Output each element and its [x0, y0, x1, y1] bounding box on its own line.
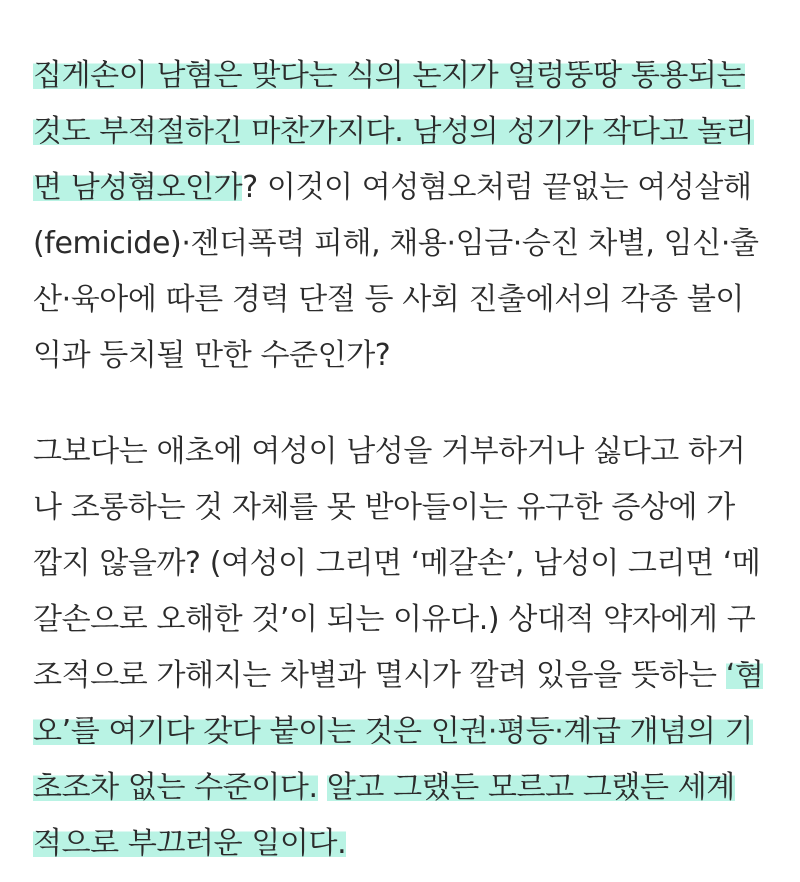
paragraph-1-line-3 [33, 160, 752, 216]
highlighted-text: ‘혐 [725, 658, 764, 693]
highlighted-text: 적으로 부끄러운 일이다. [33, 826, 347, 861]
paragraph-1-line-6: 익과 등치될 만한 수준인가? [33, 338, 391, 373]
paragraph-2-line-7 [33, 760, 735, 816]
paragraph-2-line-1: 그보다는 애초에 여성이 남성을 거부하거나 싫다고 하거 [33, 434, 746, 469]
paragraph-2-line-3: 깝지 않을까? (여성이 그리면 ‘메갈손’, 남성이 그리면 ‘메 [33, 546, 761, 581]
paragraph-1-line-2 [33, 104, 754, 160]
highlighted-text: 초조차 없는 수준이다. [33, 770, 318, 805]
paragraph-2-line-8 [33, 816, 346, 872]
plain-text: ? 이것이 여성혐오처럼 끝없는 여성살해 [242, 170, 752, 205]
paragraph-2-line-4: 갈손으로 오해한 것’이 되는 이유다.) 상대적 약자에게 구 [33, 602, 756, 637]
plain-text: 조적으로 가해지는 차별과 멸시가 깔려 있음을 뜻하는 [33, 658, 726, 693]
paragraph-2-line-5 [33, 648, 763, 704]
paragraph-2-line-6 [33, 704, 753, 760]
paragraph-1-line-1 [33, 48, 745, 104]
highlighted-text: 것도 부적절하긴 마찬가지다. 남성의 성기가 작다고 놀리 [33, 114, 755, 149]
paragraph-1-line-5: 산·육아에 따른 경력 단절 등 사회 진출에서의 각종 불이 [33, 282, 744, 317]
highlighted-text: 알고 그랬든 모르고 그랬든 세계 [326, 770, 735, 805]
paragraph-2-line-2: 나 조롱하는 것 자체를 못 받아들이는 유구한 증상에 가 [33, 490, 735, 525]
paragraph-1-line-4: (femicide)·젠더폭력 피해, 채용·임금·승진 차별, 임신·출 [33, 226, 759, 261]
highlighted-text: 집게손이 남혐은 맞다는 식의 논지가 얼렁뚱땅 통용되는 [33, 58, 746, 93]
highlighted-text: 오’를 여기다 갖다 붙이는 것은 인권·평등·계급 개념의 기 [33, 714, 754, 749]
highlighted-text: 면 남성혐오인가 [33, 170, 243, 205]
